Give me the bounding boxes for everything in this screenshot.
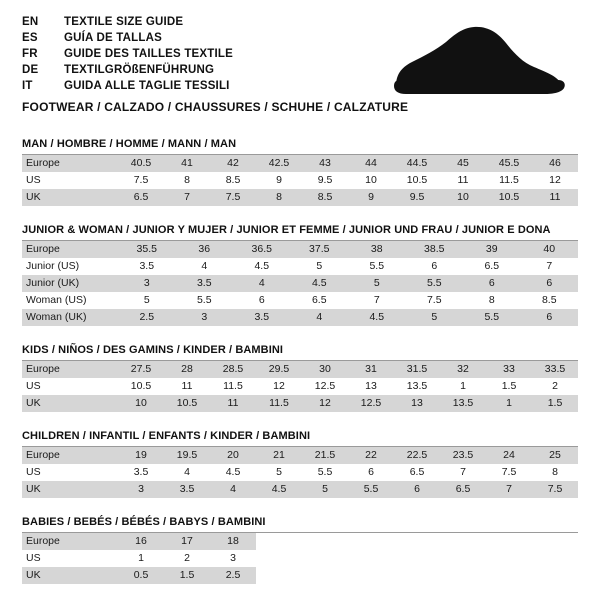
size-cell: 39 [463, 241, 521, 258]
size-cell: 5 [118, 292, 176, 309]
size-cell: 38.5 [406, 241, 464, 258]
size-cell: 9 [348, 189, 394, 206]
language-row [22, 16, 233, 32]
size-cell: 19 [118, 447, 164, 464]
size-cell [486, 550, 532, 567]
size-cell: 27.5 [118, 361, 164, 378]
size-row-label: Woman (UK) [22, 309, 118, 326]
size-row-label: Junior (US) [22, 258, 118, 275]
size-cell: 7 [440, 464, 486, 481]
size-section-title: MAN / HOMBRE / HOMME / MANN / MAN [22, 138, 578, 155]
size-cell [440, 550, 486, 567]
size-cell: 5.5 [348, 481, 394, 498]
size-cell: 28.5 [210, 361, 256, 378]
size-table-row [22, 258, 578, 275]
size-cell: 4.5 [348, 309, 406, 326]
size-row-label: Europe [22, 361, 118, 378]
size-row-label: US [22, 464, 118, 481]
size-table-row [22, 481, 578, 498]
size-cell: 44 [348, 155, 394, 172]
size-table-body [22, 241, 578, 326]
size-cell: 36.5 [233, 241, 291, 258]
size-cell: 6 [394, 481, 440, 498]
size-cell [532, 533, 578, 550]
size-cell: 10 [118, 395, 164, 412]
size-cell: 6 [521, 309, 579, 326]
size-cell: 9 [256, 172, 302, 189]
size-cell: 1 [118, 550, 164, 567]
size-cell: 10 [348, 172, 394, 189]
language-title: GUIDA ALLE TAGLIE TESSILI [64, 80, 230, 92]
size-cell: 35.5 [118, 241, 176, 258]
size-cell: 7 [486, 481, 532, 498]
size-row-label: Europe [22, 155, 118, 172]
size-cell: 23.5 [440, 447, 486, 464]
size-cell: 5 [348, 275, 406, 292]
size-cell: 6 [521, 275, 579, 292]
size-table-row [22, 241, 578, 258]
size-row-label: Europe [22, 447, 118, 464]
size-cell [440, 567, 486, 584]
size-cell: 12 [532, 172, 578, 189]
language-code: ES [22, 32, 38, 44]
size-cell: 43 [302, 155, 348, 172]
size-cell: 5.5 [406, 275, 464, 292]
language-title-list [22, 16, 233, 96]
size-cell: 31 [348, 361, 394, 378]
size-cell: 4.5 [291, 275, 349, 292]
size-cell: 6.5 [440, 481, 486, 498]
size-cell: 5 [302, 481, 348, 498]
size-cell: 46 [532, 155, 578, 172]
size-cell: 1.5 [486, 378, 532, 395]
size-row-label: Europe [22, 241, 118, 258]
footwear-heading: FOOTWEAR / CALZADO / CHAUSSURES / SCHUHE / CALZATURE [22, 100, 409, 114]
size-cell: 2 [164, 550, 210, 567]
size-cell [256, 550, 302, 567]
size-cell: 1 [486, 395, 532, 412]
size-table [22, 361, 578, 412]
size-cell: 18 [210, 533, 256, 550]
size-section-title: BABIES / BEBÉS / BÉBÉS / BABYS / BAMBINI [22, 516, 578, 533]
size-section [22, 224, 578, 326]
size-cell [256, 567, 302, 584]
size-cell: 6 [463, 275, 521, 292]
size-cell: 8 [256, 189, 302, 206]
size-cell: 37.5 [291, 241, 349, 258]
size-cell: 30 [302, 361, 348, 378]
size-table-row [22, 567, 578, 584]
size-cell: 3.5 [164, 481, 210, 498]
size-cell: 5.5 [176, 292, 234, 309]
size-cell: 11 [210, 395, 256, 412]
size-cell: 3 [210, 550, 256, 567]
size-cell: 45 [440, 155, 486, 172]
size-cell: 11.5 [210, 378, 256, 395]
size-row-label: Europe [22, 533, 118, 550]
size-table-body [22, 155, 578, 206]
size-cell: 6 [348, 464, 394, 481]
language-code: DE [22, 64, 39, 76]
size-cell: 42.5 [256, 155, 302, 172]
size-cell: 6.5 [118, 189, 164, 206]
size-cell [486, 533, 532, 550]
size-table-row [22, 189, 578, 206]
size-table-body [22, 533, 578, 584]
size-cell: 6 [406, 258, 464, 275]
size-cell: 7.5 [406, 292, 464, 309]
size-cell: 9.5 [302, 172, 348, 189]
size-cell: 8 [463, 292, 521, 309]
size-cell: 5 [406, 309, 464, 326]
size-row-label: US [22, 378, 118, 395]
size-section [22, 430, 578, 498]
size-cell: 7.5 [210, 189, 256, 206]
size-cell: 32 [440, 361, 486, 378]
size-cell [532, 567, 578, 584]
size-cell: 8.5 [210, 172, 256, 189]
size-section-title: KIDS / NIÑOS / DES GAMINS / KINDER / BAMBINI [22, 344, 578, 361]
shoe-sole [394, 80, 565, 94]
size-cell: 21.5 [302, 447, 348, 464]
size-table-row [22, 550, 578, 567]
size-cell: 16 [118, 533, 164, 550]
language-row [22, 80, 233, 96]
size-table-row [22, 378, 578, 395]
size-cell [440, 533, 486, 550]
size-row-label: UK [22, 395, 118, 412]
size-cell: 41 [164, 155, 210, 172]
size-cell: 24 [486, 447, 532, 464]
size-cell: 12 [256, 378, 302, 395]
size-cell: 7 [164, 189, 210, 206]
size-row-label: US [22, 550, 118, 567]
size-cell: 36 [176, 241, 234, 258]
size-cell: 38 [348, 241, 406, 258]
size-cell: 6 [233, 292, 291, 309]
size-cell: 9.5 [394, 189, 440, 206]
size-cell: 3.5 [233, 309, 291, 326]
size-cell: 10 [440, 189, 486, 206]
size-section-title: JUNIOR & WOMAN / JUNIOR Y MUJER / JUNIOR ET FEMME / JUNIOR UND FRAU / JUNIOR E DONA [22, 224, 578, 241]
size-cell: 12.5 [348, 395, 394, 412]
size-row-label: UK [22, 189, 118, 206]
dress-shoe-icon [378, 24, 568, 102]
size-cell: 33.5 [532, 361, 578, 378]
size-table [22, 533, 578, 584]
size-cell: 17 [164, 533, 210, 550]
size-cell: 28 [164, 361, 210, 378]
size-cell: 3 [118, 481, 164, 498]
size-cell: 3.5 [118, 258, 176, 275]
size-cell: 8 [164, 172, 210, 189]
size-cell: 10.5 [164, 395, 210, 412]
size-cell [348, 533, 394, 550]
size-sections [22, 138, 578, 584]
size-cell: 8 [532, 464, 578, 481]
size-table-row [22, 361, 578, 378]
size-cell: 44.5 [394, 155, 440, 172]
language-title-body [22, 16, 233, 96]
document-header [22, 16, 578, 114]
size-cell: 4.5 [256, 481, 302, 498]
size-cell: 2 [532, 378, 578, 395]
language-code: EN [22, 16, 39, 28]
size-cell: 7 [521, 258, 579, 275]
size-cell: 13.5 [394, 378, 440, 395]
size-table [22, 447, 578, 498]
size-cell: 1.5 [164, 567, 210, 584]
size-cell: 11.5 [256, 395, 302, 412]
size-cell: 7 [348, 292, 406, 309]
size-cell: 20 [210, 447, 256, 464]
size-cell: 13 [348, 378, 394, 395]
size-cell: 4.5 [210, 464, 256, 481]
size-section [22, 344, 578, 412]
size-cell [302, 533, 348, 550]
language-code: IT [22, 80, 33, 92]
size-table-body [22, 361, 578, 412]
size-cell: 13 [394, 395, 440, 412]
size-cell: 8.5 [521, 292, 579, 309]
size-cell: 2.5 [118, 309, 176, 326]
size-table-row [22, 464, 578, 481]
size-cell: 42 [210, 155, 256, 172]
size-cell: 40.5 [118, 155, 164, 172]
size-cell: 45.5 [486, 155, 532, 172]
size-table-body [22, 447, 578, 498]
size-table-row [22, 395, 578, 412]
size-cell: 22 [348, 447, 394, 464]
size-cell: 1 [440, 378, 486, 395]
size-cell: 3 [176, 309, 234, 326]
size-cell: 4 [176, 258, 234, 275]
size-cell [394, 533, 440, 550]
size-table-row [22, 172, 578, 189]
size-cell: 12 [302, 395, 348, 412]
size-cell: 0.5 [118, 567, 164, 584]
size-table-row [22, 447, 578, 464]
size-cell: 11 [532, 189, 578, 206]
size-cell: 6.5 [394, 464, 440, 481]
size-cell: 10.5 [118, 378, 164, 395]
size-cell: 11 [440, 172, 486, 189]
size-cell [394, 550, 440, 567]
size-section-title: CHILDREN / INFANTIL / ENFANTS / KINDER / BAMBINI [22, 430, 578, 447]
size-table-row [22, 309, 578, 326]
language-title: TEXTILE SIZE GUIDE [64, 16, 184, 28]
language-code: FR [22, 48, 38, 60]
size-cell: 4 [291, 309, 349, 326]
size-cell: 33 [486, 361, 532, 378]
size-cell: 31.5 [394, 361, 440, 378]
size-row-label: Junior (UK) [22, 275, 118, 292]
size-cell: 4 [210, 481, 256, 498]
size-cell: 21 [256, 447, 302, 464]
language-row [22, 64, 233, 80]
size-cell [302, 550, 348, 567]
size-cell: 6.5 [463, 258, 521, 275]
size-cell: 4 [233, 275, 291, 292]
size-cell: 6.5 [291, 292, 349, 309]
size-cell [348, 550, 394, 567]
size-cell [348, 567, 394, 584]
size-table-row [22, 533, 578, 550]
size-cell: 4.5 [233, 258, 291, 275]
language-title: GUÍA DE TALLAS [64, 32, 162, 44]
size-cell [486, 567, 532, 584]
size-cell: 4 [164, 464, 210, 481]
size-cell: 7.5 [118, 172, 164, 189]
size-cell: 3 [118, 275, 176, 292]
size-cell: 11 [164, 378, 210, 395]
size-cell: 5 [256, 464, 302, 481]
size-cell: 10.5 [394, 172, 440, 189]
size-cell [302, 567, 348, 584]
size-cell [394, 567, 440, 584]
size-table [22, 155, 578, 206]
size-cell: 1.5 [532, 395, 578, 412]
size-cell: 12.5 [302, 378, 348, 395]
size-cell: 5.5 [348, 258, 406, 275]
size-cell: 7.5 [486, 464, 532, 481]
size-row-label: Woman (US) [22, 292, 118, 309]
language-title: TEXTILGRÖßENFÜHRUNG [64, 64, 215, 76]
size-cell: 5 [291, 258, 349, 275]
size-cell: 8.5 [302, 189, 348, 206]
language-title: GUIDE DES TAILLES TEXTILE [64, 48, 233, 60]
size-cell: 7.5 [532, 481, 578, 498]
language-row [22, 32, 233, 48]
dress-shoe-icon-svg [378, 24, 568, 102]
size-table-row [22, 275, 578, 292]
size-cell [532, 550, 578, 567]
size-cell: 19.5 [164, 447, 210, 464]
size-cell: 5.5 [302, 464, 348, 481]
size-cell: 5.5 [463, 309, 521, 326]
size-cell: 2.5 [210, 567, 256, 584]
size-table [22, 241, 578, 326]
size-cell: 22.5 [394, 447, 440, 464]
size-table-row [22, 292, 578, 309]
size-cell: 29.5 [256, 361, 302, 378]
size-cell: 25 [532, 447, 578, 464]
size-cell: 3.5 [176, 275, 234, 292]
size-row-label: US [22, 172, 118, 189]
size-section [22, 516, 578, 584]
size-cell: 11.5 [486, 172, 532, 189]
size-cell: 10.5 [486, 189, 532, 206]
size-section [22, 138, 578, 206]
size-cell: 3.5 [118, 464, 164, 481]
size-cell [256, 533, 302, 550]
size-cell: 40 [521, 241, 579, 258]
size-row-label: UK [22, 481, 118, 498]
size-table-row [22, 155, 578, 172]
size-row-label: UK [22, 567, 118, 584]
language-row [22, 48, 233, 64]
size-cell: 13.5 [440, 395, 486, 412]
